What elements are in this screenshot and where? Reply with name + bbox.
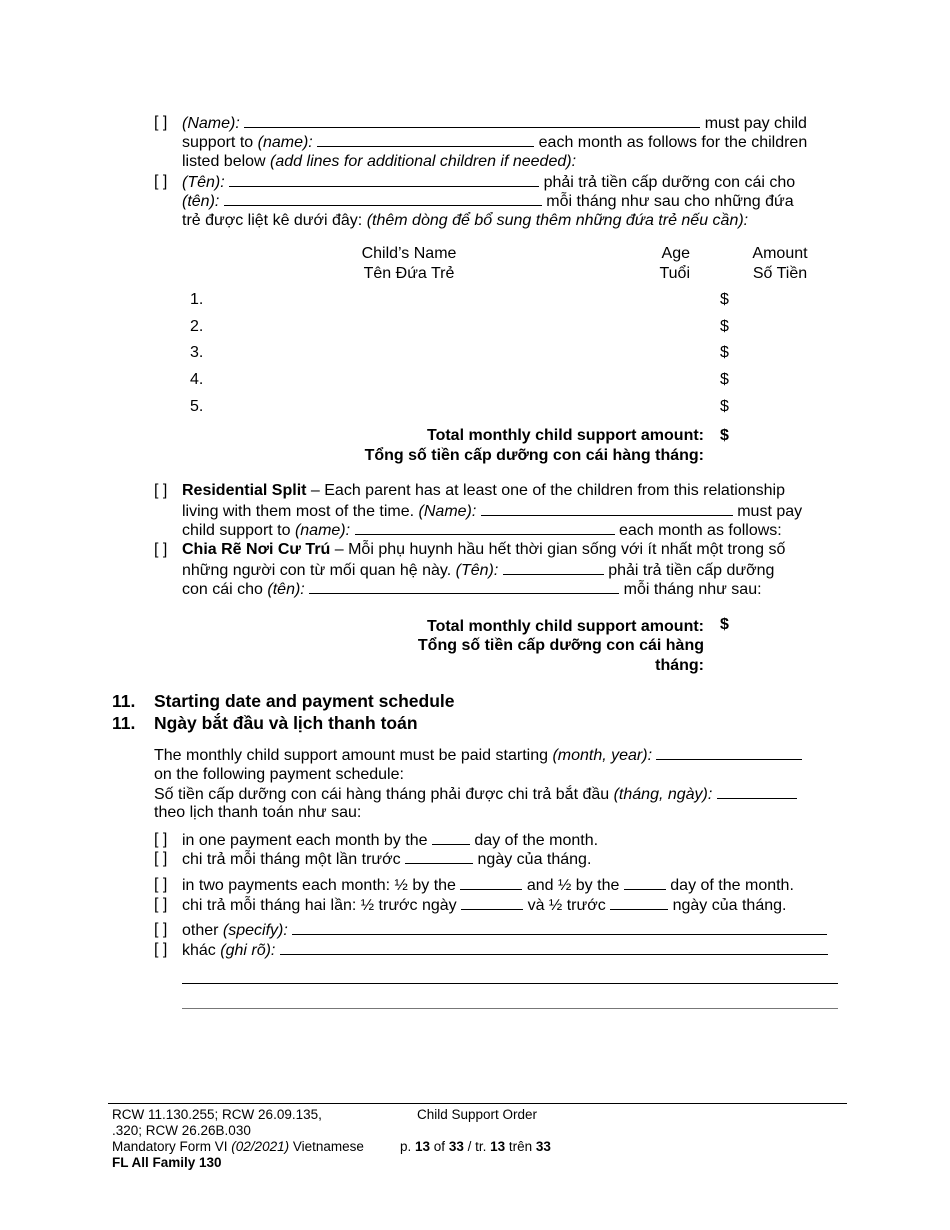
row-4-number: 4. [190,371,204,388]
monthly-amount-text: The monthly child support amount must be paid starting [154,747,553,764]
other-line-en [182,920,827,941]
row-3-number: 3. [190,344,204,361]
residential-line-3-en [182,520,782,541]
other-specify-field-vi[interactable] [280,940,828,955]
two-payments-line-en [182,875,794,896]
page-tren: trên [505,1139,536,1154]
nhung-nguoi-text: những người con từ mối quan hệ này. [182,562,456,579]
pay-support-line-2-en [182,132,807,153]
pay-support-line-2-vi [182,191,794,212]
residential-split-title: Residential Split [182,482,307,499]
checkbox-one-payment-vi[interactable]: [ ] [154,850,168,867]
row-2-number: 2. [190,318,204,335]
name-label: (Name): [182,115,240,132]
footer-divider [108,1103,847,1104]
res-total-label-vi-1: Tổng số tiền cấp dưỡng con cái hàng [417,637,704,654]
chia-re-desc: – Mỗi phụ huynh hầu hết thời gian sống với ít nhất một trong số [330,541,786,558]
header-childs-name [309,244,509,283]
row-2-dollar: $ [720,318,729,335]
payee-name-field[interactable] [317,132,534,147]
month-year-label: (month, year): [552,747,653,764]
khac-text: khác [182,942,221,959]
res-each-month-text: each month as follows: [618,522,782,539]
other-specify-field[interactable] [292,920,827,935]
one-payment-day-field-vi[interactable] [405,849,473,864]
ten-label: (Tên): [182,174,225,191]
va-half-text: và ½ trước [527,897,606,914]
pay-support-line-3-en [182,152,576,172]
footer-form-version [112,1139,364,1155]
res-payee-label: (name): [294,522,351,539]
checkbox-pay-support-vi[interactable]: [ ] [154,173,168,190]
start-date-line-en [154,745,802,766]
payer-name-field[interactable] [244,113,700,128]
row-5-dollar: $ [720,398,729,415]
res-payee-name-field[interactable] [355,520,615,535]
section-11-number-en: 11. [112,691,136,711]
footer-doc-title: Child Support Order [417,1107,538,1122]
res-must-pay-text: must pay [737,503,803,520]
start-date-line-vi [154,784,797,805]
res-total-label-vi-2: tháng: [655,657,704,674]
payment-schedule-text-en: on the following payment schedule: [154,766,404,783]
two-payments-text: in two payments each month: ½ by the [182,877,456,894]
checkbox-one-payment-en[interactable]: [ ] [154,831,168,848]
res-phai-tra-text: phải trả tiền cấp dưỡng [608,562,775,579]
extra-line-2[interactable] [182,1008,838,1009]
pay-support-line-1-en [182,113,807,134]
page-current-vi: 13 [490,1139,506,1154]
row-1-dollar: $ [720,291,729,308]
page-tr: / tr. [463,1139,491,1154]
checkbox-two-payments-en[interactable]: [ ] [154,876,168,893]
res-payee-name-field-vi[interactable] [309,579,619,594]
row-5-number: 5. [190,398,204,415]
other-line-vi [182,940,828,961]
residential-line-2-vi [182,560,774,581]
chia-re-title: Chia Rẽ Nơi Cư Trú [182,541,331,558]
checkbox-residential-split-vi[interactable]: [ ] [154,541,168,558]
section-11-number-vi: 11. [112,713,136,733]
tre-duoc-text: trẻ được liệt kê dưới đây: [182,212,367,229]
footer-rcw-2: .320; RCW 26.26B.030 [112,1123,251,1138]
header-amount-vi: Số Tiền [752,264,808,282]
page-current: 13 [415,1139,431,1154]
footer-left [112,1107,364,1171]
header-age [620,244,690,283]
residential-desc: – Each parent has at least one of the children from this relationship [306,482,785,499]
payment-schedule-text-vi: theo lịch thanh toán như sau: [154,804,362,821]
day-of-month-text-2: day of the month. [670,877,794,894]
so-tien-text: Số tiền cấp dưỡng con cái hàng tháng phải được chi trả bắt đầu [154,786,614,803]
residential-line-2-en [182,501,802,522]
res-total-label-en: Total monthly child support amount: [426,618,704,635]
one-payment-day-field[interactable] [432,830,470,845]
payer-name-field-vi[interactable] [229,172,539,187]
header-age-en: Age [661,245,690,262]
page-total: 33 [448,1139,464,1154]
moi-thang-text: mỗi tháng như sau cho những đứa [546,193,794,210]
header-childs-name-vi: Tên Đứa Trẻ [363,264,455,282]
each-month-text: each month as follows for the children [538,134,808,151]
footer-form-lang: Vietnamese [289,1139,364,1154]
extra-line-1[interactable] [182,983,838,984]
footer-rcw-1: RCW 11.130.255; RCW 26.09.135, [112,1107,322,1122]
them-dong-note: (thêm dòng để bổ sung thêm những đứa trẻ nếu cần): [366,212,749,229]
support-to-text: support to [182,134,258,151]
page-total-vi: 33 [535,1139,551,1154]
two-payments-line-vi [182,895,786,916]
ghi-ro-label: (ghi rõ): [220,942,276,959]
second-half-day-field-vi[interactable] [610,895,668,910]
chi-tra-mot-lan-text: chi trả mỗi tháng một lần trước [182,851,401,868]
living-with-text: living with them most of the time. [182,503,419,520]
total-label-vi: Tổng số tiền cấp dưỡng con cái hàng tháng: [364,447,704,464]
section-11-title-vi: Ngày bắt đầu và lịch thanh toán [154,713,418,733]
listed-below-text: listed below [182,153,271,170]
pay-support-line-3-vi [182,211,748,231]
total-label-en: Total monthly child support amount: [426,427,704,444]
second-half-day-field[interactable] [624,875,666,890]
row-4-dollar: $ [720,371,729,388]
checkbox-other-vi[interactable]: [ ] [154,941,168,958]
checkbox-two-payments-vi[interactable]: [ ] [154,896,168,913]
res-moi-thang-text: mỗi tháng như sau: [623,581,762,598]
con-cai-cho-text: con cái cho [182,581,268,598]
ngay-cua-thang-text: ngày của tháng. [477,851,592,868]
payee-label: (name): [257,134,313,151]
thang-ngay-label: (tháng, ngày): [613,786,713,803]
section-11-title-en: Starting date and payment schedule [154,691,455,711]
first-half-day-field[interactable] [460,875,522,890]
checkbox-residential-split-en[interactable]: [ ] [154,482,168,499]
footer-form-a: Mandatory Form VI [112,1139,232,1154]
specify-label: (specify): [222,922,288,939]
checkbox-other-en[interactable]: [ ] [154,921,168,938]
other-text: other [182,922,223,939]
header-amount [740,244,820,283]
res-payer-name-field[interactable] [481,501,733,516]
header-age-vi: Tuổi [659,264,690,282]
chi-tra-hai-lan-text: chi trả mỗi tháng hai lần: ½ trước ngày [182,897,457,914]
first-half-day-field-vi[interactable] [461,895,523,910]
add-lines-note: (add lines for additional children if needed): [270,153,577,170]
checkbox-pay-support-en[interactable]: [ ] [154,114,168,131]
one-payment-line-vi [182,849,591,870]
pay-support-line-1-vi [182,172,795,193]
footer-form-id: FL All Family 130 [112,1155,222,1170]
row-1-number: 1. [190,291,204,308]
start-month-year-field-vi[interactable] [717,784,797,799]
footer-page-number [400,1139,551,1155]
res-payer-name-field-vi[interactable] [503,560,604,575]
one-payment-text: in one payment each month by the [182,832,428,849]
phai-tra-text: phải trả tiền cấp dưỡng con cái cho [543,174,796,191]
footer-form-date: (02/2021) [231,1139,290,1154]
day-of-month-text: day of the month. [474,832,599,849]
header-childs-name-en: Child’s Name [361,245,457,262]
row-3-dollar: $ [720,344,729,361]
ngay-cua-thang-text-2: ngày của tháng. [672,897,787,914]
residential-line-3-vi [182,579,762,600]
must-pay-text: must pay child [704,115,807,132]
header-amount-en: Amount [752,245,808,262]
payee-name-field-vi[interactable] [224,191,542,206]
residential-line-1-vi [182,540,785,560]
one-payment-line-en [182,830,598,851]
residential-line-1-en [182,481,785,501]
ten-payee-label: (tên): [182,193,220,210]
page-of: of [430,1139,449,1154]
start-month-year-field[interactable] [656,745,802,760]
page-p: p. [400,1139,416,1154]
res-support-to-text: child support to [182,522,295,539]
res-name-label: (Name): [418,503,477,520]
total-dollar: $ [720,427,729,444]
res-total-dollar: $ [720,616,729,633]
res-ten-label: (Tên): [455,562,499,579]
and-half-text: and ½ by the [526,877,620,894]
res-ten-payee-label: (tên): [267,581,305,598]
